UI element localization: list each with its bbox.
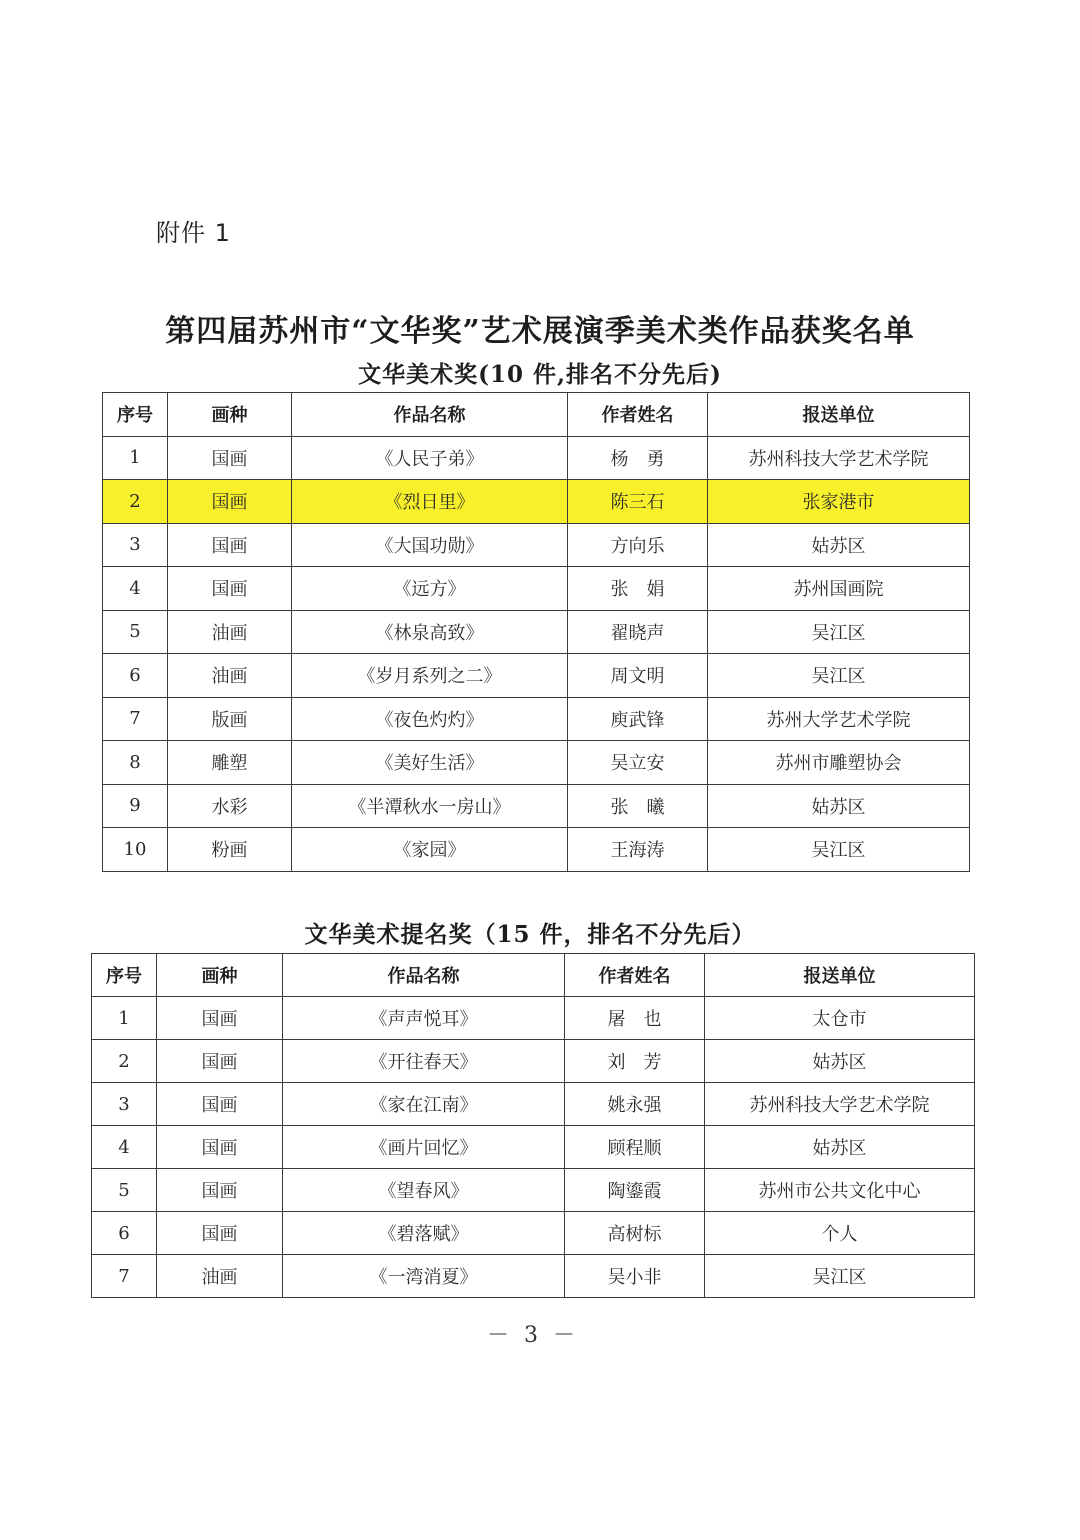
cell-no: 4 bbox=[103, 567, 168, 611]
cell-type: 雕塑 bbox=[168, 741, 292, 785]
cell-unit: 苏州国画院 bbox=[708, 567, 970, 611]
document-title: 第四届苏州市“文华奖”艺术展演季美术类作品获奖名单 bbox=[165, 314, 915, 349]
cell-work: 《岁月系列之二》 bbox=[292, 654, 568, 698]
cell-author: 陶鎏霞 bbox=[565, 1169, 705, 1212]
nomination-table-body bbox=[92, 997, 975, 1298]
table-row bbox=[103, 610, 970, 654]
cell-unit: 姑苏区 bbox=[705, 1126, 975, 1169]
table-row bbox=[92, 1212, 975, 1255]
cell-unit: 苏州科技大学艺术学院 bbox=[705, 1083, 975, 1126]
cell-type: 油画 bbox=[168, 654, 292, 698]
cell-work: 《美好生活》 bbox=[292, 741, 568, 785]
page-number: － 3 － bbox=[487, 1323, 579, 1348]
cell-type: 国画 bbox=[168, 436, 292, 480]
cell-unit: 吴江区 bbox=[705, 1255, 975, 1298]
cell-no: 3 bbox=[92, 1083, 157, 1126]
cell-unit: 吴江区 bbox=[708, 610, 970, 654]
cell-author: 吴立安 bbox=[568, 741, 708, 785]
table-header-row bbox=[103, 393, 970, 437]
cell-no: 2 bbox=[92, 1040, 157, 1083]
cell-work: 《家在江南》 bbox=[283, 1083, 565, 1126]
table-row bbox=[92, 997, 975, 1040]
cell-work: 《大国功勋》 bbox=[292, 523, 568, 567]
header-no: 序号 bbox=[92, 954, 157, 997]
cell-no: 6 bbox=[92, 1212, 157, 1255]
cell-no: 8 bbox=[103, 741, 168, 785]
table-row bbox=[103, 654, 970, 698]
table-row bbox=[103, 436, 970, 480]
table-row bbox=[103, 697, 970, 741]
cell-author: 高树标 bbox=[565, 1212, 705, 1255]
cell-no: 1 bbox=[92, 997, 157, 1040]
cell-type: 油画 bbox=[157, 1255, 283, 1298]
cell-work: 《碧落赋》 bbox=[283, 1212, 565, 1255]
cell-no: 5 bbox=[103, 610, 168, 654]
header-author: 作者姓名 bbox=[568, 393, 708, 437]
cell-unit: 姑苏区 bbox=[705, 1040, 975, 1083]
attachment-label: 附件 1 bbox=[156, 219, 231, 247]
table-row bbox=[92, 1083, 975, 1126]
cell-work: 《开往春天》 bbox=[283, 1040, 565, 1083]
cell-type: 国画 bbox=[168, 523, 292, 567]
cell-unit: 个人 bbox=[705, 1212, 975, 1255]
cell-author: 庾武锋 bbox=[568, 697, 708, 741]
cell-unit: 吴江区 bbox=[708, 654, 970, 698]
cell-author: 周文明 bbox=[568, 654, 708, 698]
cell-type: 油画 bbox=[168, 610, 292, 654]
cell-unit: 苏州市公共文化中心 bbox=[705, 1169, 975, 1212]
cell-author: 顾程顺 bbox=[565, 1126, 705, 1169]
cell-work: 《一湾消夏》 bbox=[283, 1255, 565, 1298]
table-row bbox=[92, 1126, 975, 1169]
cell-work: 《人民子弟》 bbox=[292, 436, 568, 480]
cell-type: 国画 bbox=[157, 1126, 283, 1169]
table-row bbox=[103, 523, 970, 567]
header-no: 序号 bbox=[103, 393, 168, 437]
nomination-table bbox=[91, 953, 975, 1298]
cell-no: 1 bbox=[103, 436, 168, 480]
cell-unit: 姑苏区 bbox=[708, 784, 970, 828]
cell-type: 国画 bbox=[157, 1212, 283, 1255]
cell-author: 陈三石 bbox=[568, 480, 708, 524]
section-title-award: 文华美术奖(10 件,排名不分先后) bbox=[358, 361, 722, 388]
cell-author: 姚永强 bbox=[565, 1083, 705, 1126]
cell-no: 7 bbox=[92, 1255, 157, 1298]
table-row bbox=[103, 784, 970, 828]
award-table-body bbox=[103, 436, 970, 871]
table-header-row bbox=[92, 954, 975, 997]
cell-author: 张 曦 bbox=[568, 784, 708, 828]
table-row bbox=[103, 828, 970, 872]
cell-no: 3 bbox=[103, 523, 168, 567]
cell-type: 国画 bbox=[157, 1040, 283, 1083]
cell-work: 《家园》 bbox=[292, 828, 568, 872]
header-work: 作品名称 bbox=[292, 393, 568, 437]
cell-author: 杨 勇 bbox=[568, 436, 708, 480]
cell-unit: 吴江区 bbox=[708, 828, 970, 872]
award-table bbox=[102, 392, 970, 872]
cell-author: 王海涛 bbox=[568, 828, 708, 872]
cell-no: 5 bbox=[92, 1169, 157, 1212]
cell-author: 翟晓声 bbox=[568, 610, 708, 654]
header-unit: 报送单位 bbox=[708, 393, 970, 437]
cell-unit: 太仓市 bbox=[705, 997, 975, 1040]
header-type: 画种 bbox=[157, 954, 283, 997]
cell-work: 《烈日里》 bbox=[292, 480, 568, 524]
cell-work: 《夜色灼灼》 bbox=[292, 697, 568, 741]
table-row bbox=[92, 1040, 975, 1083]
cell-type: 粉画 bbox=[168, 828, 292, 872]
cell-type: 国画 bbox=[157, 1169, 283, 1212]
cell-no: 6 bbox=[103, 654, 168, 698]
header-type: 画种 bbox=[168, 393, 292, 437]
cell-author: 张 娟 bbox=[568, 567, 708, 611]
cell-type: 国画 bbox=[157, 997, 283, 1040]
section-title-nomination: 文华美术提名奖（15 件，排名不分先后） bbox=[304, 921, 756, 948]
cell-no: 9 bbox=[103, 784, 168, 828]
cell-work: 《声声悦耳》 bbox=[283, 997, 565, 1040]
cell-unit: 苏州市雕塑协会 bbox=[708, 741, 970, 785]
cell-no: 10 bbox=[103, 828, 168, 872]
cell-unit: 张家港市 bbox=[708, 480, 970, 524]
cell-author: 刘 芳 bbox=[565, 1040, 705, 1083]
cell-work: 《画片回忆》 bbox=[283, 1126, 565, 1169]
table-row bbox=[92, 1255, 975, 1298]
cell-no: 4 bbox=[92, 1126, 157, 1169]
header-work: 作品名称 bbox=[283, 954, 565, 997]
cell-type: 国画 bbox=[157, 1083, 283, 1126]
cell-type: 国画 bbox=[168, 567, 292, 611]
cell-type: 版画 bbox=[168, 697, 292, 741]
cell-author: 吴小非 bbox=[565, 1255, 705, 1298]
table-row bbox=[103, 567, 970, 611]
cell-work: 《林泉高致》 bbox=[292, 610, 568, 654]
cell-unit: 姑苏区 bbox=[708, 523, 970, 567]
cell-work: 《远方》 bbox=[292, 567, 568, 611]
cell-unit: 苏州科技大学艺术学院 bbox=[708, 436, 970, 480]
cell-work: 《半潭秋水一房山》 bbox=[292, 784, 568, 828]
cell-no: 7 bbox=[103, 697, 168, 741]
header-unit: 报送单位 bbox=[705, 954, 975, 997]
table-row bbox=[103, 480, 970, 524]
cell-author: 方向乐 bbox=[568, 523, 708, 567]
cell-unit: 苏州大学艺术学院 bbox=[708, 697, 970, 741]
cell-author: 屠 也 bbox=[565, 997, 705, 1040]
table-row bbox=[92, 1169, 975, 1212]
cell-type: 水彩 bbox=[168, 784, 292, 828]
cell-no: 2 bbox=[103, 480, 168, 524]
cell-type: 国画 bbox=[168, 480, 292, 524]
header-author: 作者姓名 bbox=[565, 954, 705, 997]
cell-work: 《望春风》 bbox=[283, 1169, 565, 1212]
table-row bbox=[103, 741, 970, 785]
